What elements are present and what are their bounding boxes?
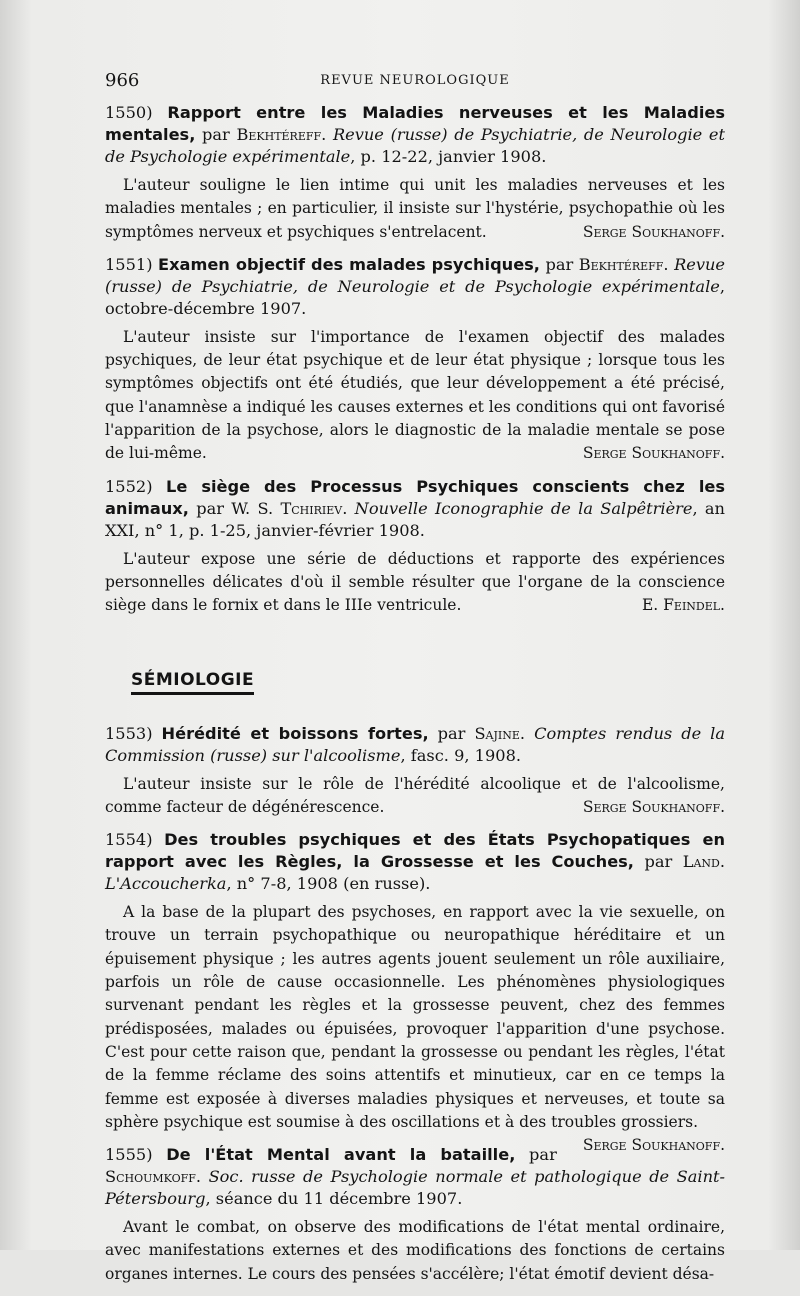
- entry-journal: L'Accoucherka: [105, 874, 227, 894]
- citation-details: , an XXI, n° 1, p. 1-25, janvier-février 1908.: [105, 498, 725, 540]
- abstract-entry: [105, 1144, 725, 1286]
- page-number: 966: [105, 70, 140, 91]
- entry-title: De l'État Mental avant la bataille,: [166, 1145, 516, 1165]
- entry-journal: Nouvelle Iconographie de la Salpêtrière: [354, 498, 693, 518]
- abstract-entry: [105, 102, 725, 244]
- entry-body-text: A la base de la plupart des psychoses, en rapport avec la vie sexuelle, on trouve un terrain psychopathique ou neuropathique héréditaire et un épuisement physique ; les autres agents jouent seulement un rôle auxiliaire, parfois un rôle de cause occasionnelle. Les phénomènes physiologiques survenant pendant les règles et la grossesse peuvent, chez des femmes prédisposées, malades ou épuisées, provoquer l'apparition d'une psychose. C'est pour cette raison que, pendant la grossesse ou pendant les règles, l'état de la femme réclame des soins attentifs et minutieux, car en ce temps la femme est exposée à diverses maladies physiques et nerveuses, et toute sa sphère psychique est soumise à des oscillations et à des troubles grossiers.: [105, 903, 725, 1131]
- entries-part-2: [105, 723, 725, 1286]
- citation-text: .: [195, 1167, 209, 1187]
- entry-heading: [105, 723, 725, 767]
- entry-body-text: L'auteur expose une série de déductions et rapporte des expériences personnelles délicates d'où il semble résulter que l'organe de la conscience siège dans le fornix et dans le IIIe ventricule.: [105, 549, 725, 615]
- entry-signature: Serge Soukhanoff.: [582, 222, 725, 241]
- entry-number: 1554): [105, 830, 153, 850]
- entry-heading: [105, 476, 725, 542]
- entry-body: [105, 1216, 725, 1286]
- citation-text: .: [321, 125, 333, 144]
- entry-journal: Revue (russe) de Psychiatrie, de Neurologie et de Psychologie expérimentale: [105, 125, 725, 166]
- entry-number: 1553): [105, 723, 153, 743]
- citation-details: , n° 7-8, 1908 (en russe).: [226, 874, 431, 894]
- entry-title: Des troubles psychiques et des États Psychopatiques en rapport avec les Règles, la Grossesse et les Couches,: [105, 830, 725, 872]
- entry-journal: Comptes rendus de la Commission (russe) sur l'alcoolisme: [105, 723, 726, 765]
- entry-body-text: L'auteur insiste sur l'importance de l'examen objectif des malades psychiques, de leur état psychique et de leur état physique ; lorsque tous les symptômes objectifs ont été étudiés, que leur développement a été précisé, que l'anamnèse a indiqué les causes externes et les conditions qui ont favorisé l'apparition de la psychose, alors le diagnostic de la maladie mentale se pose de lui-même.: [105, 327, 725, 463]
- entry-body-text: Avant le combat, on observe des modifications de l'état mental ordinaire, avec manifestations externes et des modifications des fonctions de certains organes internes. Le cours des pensées s'accélère; l'état émotif devient désa-: [105, 1218, 725, 1283]
- entry-body-text: L'auteur souligne le lien intime qui unit les maladies nerveuses et les maladies mentales ; en particulier, il insiste sur l'hystérie, psychopathie où les symptômes nerveux et psychiques s'entrelacent.: [105, 176, 725, 241]
- page-header: [105, 70, 725, 94]
- entries-part-1: [105, 102, 725, 618]
- citation-details: , octobre-décembre 1907.: [105, 276, 725, 318]
- citation-details: , fasc. 9, 1908.: [400, 745, 522, 765]
- entry-author: Sajine: [474, 723, 520, 743]
- entry-body: [105, 174, 725, 244]
- citation-text: par W. S.: [188, 498, 281, 518]
- page-body: [105, 102, 725, 1296]
- entry-number: 1552): [105, 476, 153, 496]
- entry-signature: Serge Soukhanoff.: [582, 1136, 725, 1155]
- citation-details: , p. 12-22, janvier 1908.: [350, 147, 547, 166]
- citation-text: .: [342, 498, 355, 518]
- citation-text: .: [519, 723, 535, 743]
- abstract-entry: [105, 723, 725, 820]
- entry-author: Schoumkoff: [105, 1167, 196, 1187]
- citation-text: par: [539, 254, 579, 274]
- entry-title: Rapport entre les Maladies nerveuses et les Maladies mentales,: [105, 103, 725, 144]
- citation-details: , séance du 11 décembre 1907.: [205, 1189, 463, 1209]
- citation-text: par: [633, 852, 683, 872]
- abstract-entry: [105, 476, 725, 618]
- citation-text: .: [663, 254, 675, 274]
- entry-author: Land: [682, 852, 720, 872]
- entry-number: 1555): [105, 1145, 153, 1165]
- entry-author: Bekhtéreff: [236, 125, 322, 144]
- entry-title: Hérédité et boissons fortes,: [161, 723, 429, 743]
- citation-text: par: [195, 125, 237, 144]
- entry-body-text: L'auteur insiste sur le rôle de l'hérédité alcoolique et de l'alcoolisme, comme facteur de dégénérescence.: [105, 774, 725, 816]
- citation-text: par: [428, 723, 475, 743]
- citation-text: par: [515, 1145, 557, 1165]
- entry-signature: E. Feindel.: [641, 596, 725, 615]
- entry-body: [105, 326, 725, 466]
- entry-body: [105, 773, 725, 820]
- entry-body: [105, 548, 725, 618]
- citation-text: .: [719, 852, 725, 872]
- entry-signature: Serge Soukhanoff.: [582, 444, 725, 463]
- entry-heading: [105, 829, 725, 895]
- running-title: REVUE NEUROLOGIQUE: [320, 73, 510, 88]
- entry-author: Bekhtéreff: [578, 254, 664, 274]
- entry-signature: Serge Soukhanoff.: [582, 797, 725, 816]
- entry-heading: [105, 254, 725, 320]
- entry-heading: [105, 102, 725, 168]
- section-heading: SÉMIOLOGIE: [131, 670, 254, 695]
- entry-title: Examen objectif des malades psychiques,: [158, 254, 540, 274]
- entry-journal: Soc. russe de Psychologie normale et pathologique de Saint-Pétersbourg: [105, 1167, 725, 1209]
- entry-number: 1550): [105, 103, 153, 122]
- abstract-entry: [105, 254, 725, 466]
- entry-number: 1551): [105, 254, 153, 274]
- entry-author: Tchiriev: [280, 498, 343, 518]
- entry-journal: Revue (russe) de Psychiatrie, de Neurologie et de Psychologie expérimentale: [105, 254, 725, 296]
- entry-title: Le siège des Processus Psychiques conscients chez les animaux,: [105, 476, 725, 518]
